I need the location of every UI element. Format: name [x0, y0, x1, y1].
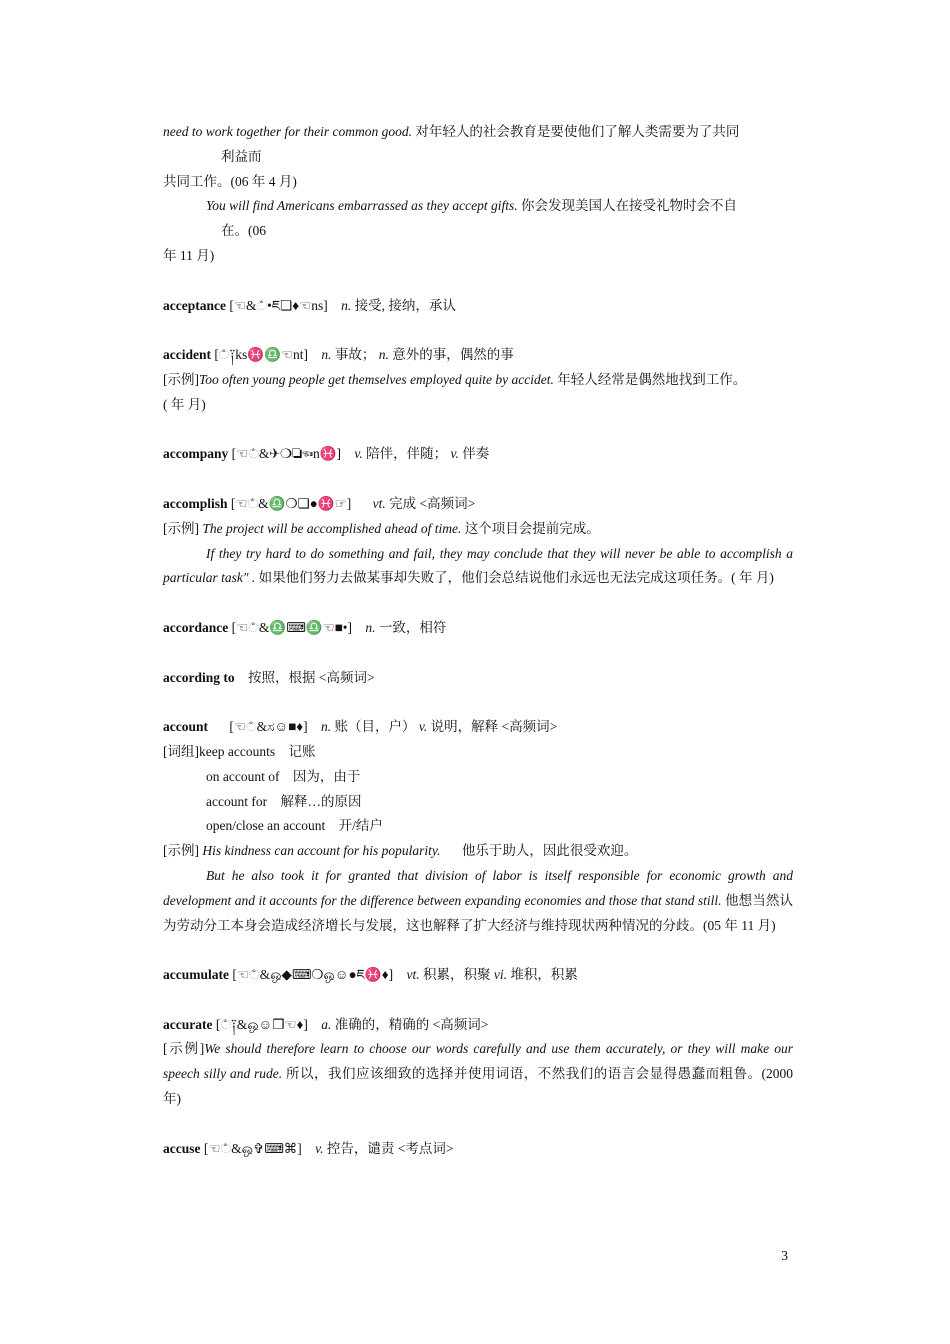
part-of-speech: n.	[378, 347, 389, 363]
part-of-speech: n.	[321, 719, 332, 735]
phonetic: [☜ಁ&ஒ◆⌨❍ஒ☺●ཇ♓♦]	[232, 967, 394, 983]
example-chinese: 这个项目会提前完成。	[464, 520, 600, 536]
example-paragraph	[163, 864, 793, 938]
definition: 意外的事，偶然的事	[392, 347, 514, 363]
part-of-speech: v.	[315, 1140, 324, 1156]
headword: accordance	[163, 619, 229, 635]
headword: accident	[163, 347, 211, 363]
phrase-english: account for	[206, 793, 268, 809]
entry-acceptance	[163, 294, 793, 319]
entry-accompany	[163, 442, 793, 467]
frequency-tag: <高频词>	[318, 669, 375, 685]
frequency-tag: <高频词>	[501, 719, 558, 735]
example-source: ( 年 月)	[731, 570, 774, 586]
phonetic: [ಁ༑&ஒ☺❒☜♦]	[215, 1016, 308, 1032]
example-chinese: 年轻人经常是偶然地找到工作。	[557, 371, 747, 387]
phrase-line	[163, 740, 793, 765]
phrase-line	[163, 790, 793, 815]
example-english: His kindness can account for his popularity.	[202, 843, 441, 859]
example-english: If they try hard to do something and fail, they may conclude that they will never be able to accomplish a particular task" .	[163, 545, 793, 586]
definition: 陪伴，伴随；	[366, 446, 448, 462]
entry-accordance	[163, 616, 793, 641]
phrase-chinese: 解释…的原因	[280, 793, 362, 809]
example-line	[163, 368, 793, 393]
intro-example-chinese: 你会发现美国人在接受礼物时会不自	[521, 198, 737, 214]
phonetic: [☜ಁ&♎❍❏●♓☞]	[230, 495, 352, 511]
phrase-english: on account of	[206, 768, 280, 784]
example-tag: [示例]	[163, 371, 199, 387]
part-of-speech: n.	[365, 619, 376, 635]
entry-according-to	[163, 666, 793, 691]
frequency-tag: <高频词>	[432, 1016, 489, 1032]
example-english: Too often young people get themselves employed quite by accidet.	[199, 371, 554, 387]
example-chinese: 他想当然认为劳动分工本身会造成经济增长与发展，这也解释了扩大经济与维持现状两种情况的分歧。	[163, 892, 794, 933]
example-tag: [示例]	[163, 843, 199, 859]
entry-accomplish	[163, 492, 793, 517]
phonetic: [☜&ಁ•ཇ❏♦☜ns]	[229, 297, 328, 313]
intro-line-3-cont: 在。(06	[221, 223, 266, 239]
intro-line-1-cont: 利益而	[221, 148, 262, 164]
page-number: 3	[781, 1248, 788, 1263]
intro-line-3	[163, 194, 793, 219]
part-of-speech: v.	[354, 446, 363, 462]
example-english: The project will be accomplished ahead of time.	[202, 520, 462, 536]
example-english: We should therefore learn to choose our words carefully and use them accurately, or they will make our speech silly and rude.	[163, 1041, 793, 1082]
entry-accurate	[163, 1013, 793, 1038]
example-line	[163, 517, 793, 542]
definition: 准确的，精确的	[334, 1016, 430, 1032]
headword: account	[163, 719, 208, 735]
headword: according to	[163, 669, 235, 685]
phrase-chinese: 开/结户	[338, 818, 383, 834]
part-of-speech: vt.	[406, 967, 420, 983]
intro-chinese: 对年轻人的社会教育是要使他们了解人类需要为了共同	[415, 124, 740, 139]
example-paragraph	[163, 542, 793, 592]
example-tag: [示例]	[163, 1041, 205, 1057]
definition: 伴奏	[462, 446, 490, 462]
entry-accuse	[163, 1137, 793, 1162]
part-of-speech: v.	[418, 719, 428, 735]
headword: accuse	[163, 1140, 201, 1156]
intro-example-english: You will find Americans embarrassed as they accept gifts.	[206, 198, 518, 214]
entry-accumulate	[163, 963, 793, 988]
part-of-speech: v.	[450, 446, 459, 462]
example-source: (2000 年)	[163, 1066, 794, 1107]
phrase-line	[163, 765, 793, 790]
definition: 账（目，户）	[334, 719, 416, 735]
intro-line-2: 共同工作。(06 年 4 月)	[163, 173, 297, 189]
part-of-speech: n.	[341, 297, 352, 313]
part-of-speech: n.	[321, 347, 332, 363]
example-english: But he also took it for granted that division of labor is itself responsible for economic growth and development and it accounts for the difference between expanding economies and those that stand still.	[163, 867, 793, 908]
definition: 控告，谴责	[326, 1140, 395, 1156]
phrase-line	[163, 814, 793, 839]
phonetic: [☜ಁ&♎⌨♎☜■•]	[231, 619, 352, 635]
phrase-english: keep accounts	[199, 743, 276, 759]
frequency-tag: <考点词>	[397, 1140, 454, 1156]
example-chinese: 如果他们努力去做某事却失败了，他们会总结说他们永远也无法完成这项任务。	[258, 570, 732, 586]
definition: 积累，积聚	[422, 967, 491, 983]
example-paragraph	[163, 1037, 793, 1111]
headword: accumulate	[163, 967, 229, 983]
example-line	[163, 839, 793, 864]
definition: 堆积，积累	[510, 967, 578, 983]
intro-line-4: 年 11 月)	[163, 247, 215, 263]
definition: 按照，根据	[248, 669, 316, 685]
phrase-tag: [词组]	[163, 743, 199, 759]
document-body	[163, 120, 793, 1161]
phrase-chinese: 因为，由于	[292, 768, 361, 784]
phrase-chinese: 记账	[288, 743, 316, 759]
phonetic: [☜ಁ&ஒ✞⌨⌘]	[203, 1140, 302, 1156]
example-chinese: 所以，我们应该细致的选择并使用词语，不然我们的语言会显得愚蠢而粗鲁。	[286, 1066, 762, 1082]
phonetic: [☜ಁ&ಸ☺■♦]	[229, 719, 308, 735]
definition: 接受, 接纳，承认	[354, 297, 456, 313]
headword: accurate	[163, 1016, 213, 1032]
example-tag: [示例]	[163, 520, 199, 536]
definition: 完成	[389, 495, 417, 511]
definition: 事故；	[334, 347, 376, 363]
part-of-speech: vi.	[493, 967, 507, 983]
phonetic: [ಁ༑ks♓♎☜nt]	[214, 347, 308, 363]
entry-account	[163, 715, 793, 740]
definition: 说明，解释	[430, 719, 499, 735]
intro-line-1	[163, 120, 793, 145]
phrase-english: open/close an account	[206, 818, 326, 834]
part-of-speech: a.	[321, 1016, 332, 1032]
entry-accident	[163, 343, 793, 368]
intro-english: need to work together for their common good.	[163, 124, 412, 139]
definition: 一致，相符	[378, 619, 447, 635]
example-source: (05 年 11 月)	[703, 917, 776, 933]
headword: accompany	[163, 446, 229, 462]
phonetic: [☜ಁ&✈❍❏☜n♓]	[231, 446, 342, 462]
part-of-speech: vt.	[372, 495, 386, 511]
example-chinese: 他乐于助人，因此很受欢迎。	[461, 843, 638, 859]
headword: acceptance	[163, 297, 226, 313]
headword: accomplish	[163, 495, 228, 511]
frequency-tag: <高频词>	[419, 495, 476, 511]
example-source: ( 年 月)	[163, 396, 206, 412]
